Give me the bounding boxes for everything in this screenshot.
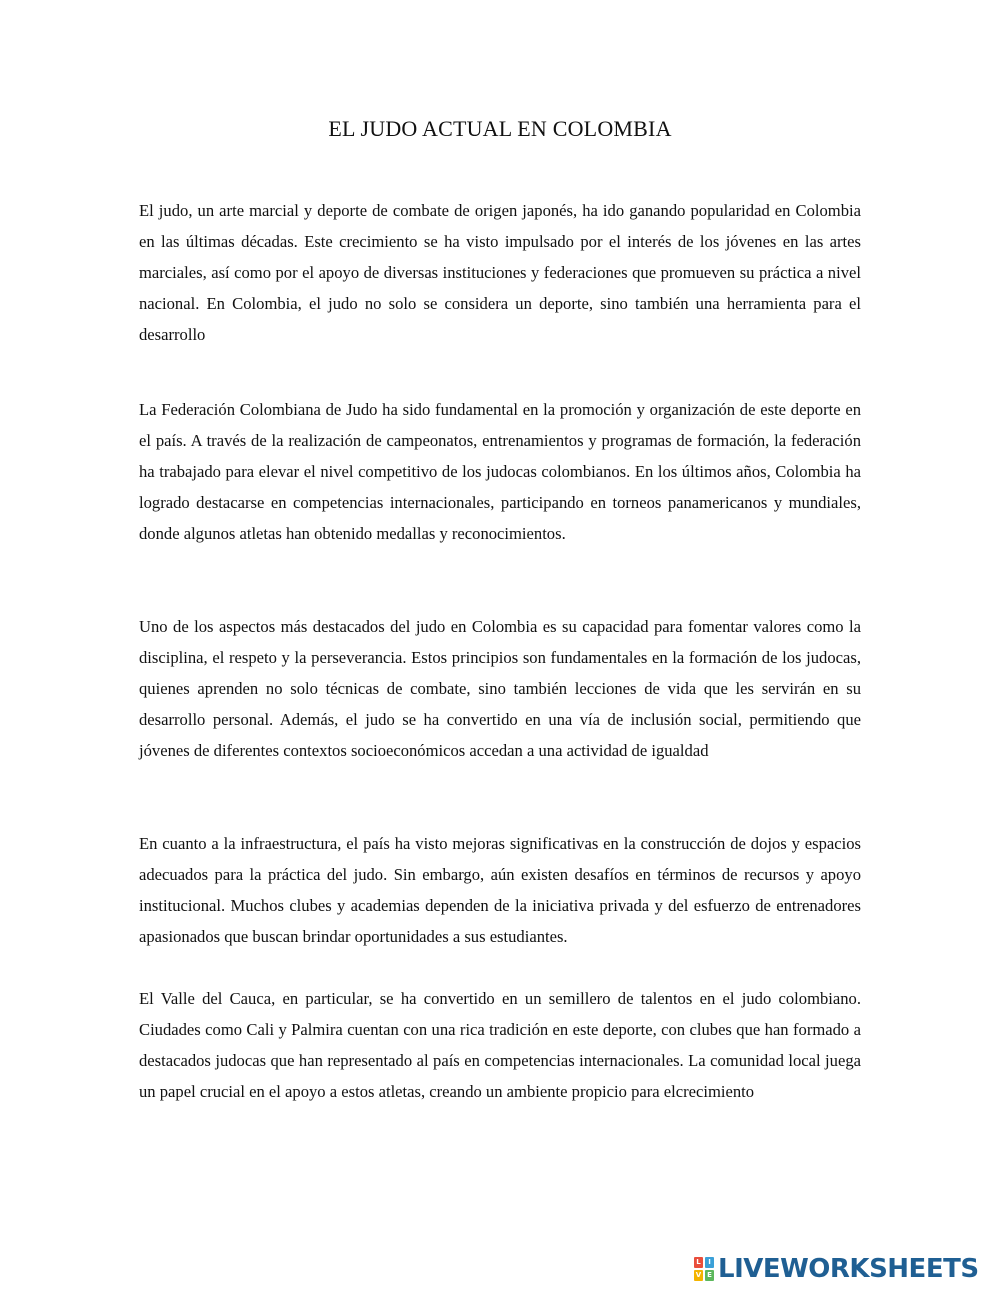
paragraph-4: En cuanto a la infraestructura, el país ha visto mejoras significativas en la construcción de dojos y espacios adecuados para la práctica del judo. Sin embargo, aún existen desafíos en términos de recursos y apoyo institucional. Muchos clubes y academias dependen de la iniciativa privada y del esfuerzo de entrenadores apasionados que buscan brindar oportunidades a sus estudiantes. (139, 834, 861, 946)
logo-icon-letter-e: E (705, 1270, 714, 1281)
liveworksheets-logo[interactable] (694, 1256, 979, 1282)
paragraph-5: El Valle del Cauca, en particular, se ha convertido en un semillero de talentos en el judo colombiano. Ciudades como Cali y Palmira cuentan con una rica tradición en este deporte, con clubes que han formado a destacados judocas que han representado al país en competencias internacionales. La comunidad local juega un papel crucial en el apoyo a estos atletas, creando un ambiente propicio para elcrecimiento (139, 989, 861, 1101)
logo-text: LIVEWORKSHEETS (718, 1254, 979, 1284)
paragraph-1: El judo, un arte marcial y deporte de combate de origen japonés, ha ido ganando popularidad en Colombia en las últimas décadas. Este crecimiento se ha visto impulsado por el interés de los jóvenes en las artes marciales, así como por el apoyo de diversas instituciones y federaciones que promueven su práctica a nivel nacional. En Colombia, el judo no solo se considera un deporte, sino también una herramienta para el desarrollo (139, 201, 861, 344)
logo-icon-letter-l: L (694, 1257, 703, 1268)
paragraph-2: La Federación Colombiana de Judo ha sido fundamental en la promoción y organización de este deporte en el país. A través de la realización de campeonatos, entrenamientos y programas de formación, la federación ha trabajado para elevar el nivel competitivo de los judocas colombianos. En los últimos años, Colombia ha logrado destacarse en competencias internacionales, participando en torneos panamericanos y mundiales, donde algunos atletas han obtenido medallas y reconocimientos. (139, 400, 861, 543)
logo-icon-letter-i: I (705, 1257, 714, 1268)
liveworksheets-logo-icon (694, 1257, 714, 1281)
page-title: EL JUDO ACTUAL EN COLOMBIA (328, 116, 672, 141)
logo-icon-letter-v: V (695, 1271, 702, 1279)
paragraph-3: Uno de los aspectos más destacados del judo en Colombia es su capacidad para fomentar valores como la disciplina, el respeto y la perseverancia. Estos principios son fundamentales en la formación de los judocas, quienes aprenden no solo técnicas de combate, sino también lecciones de vida que les servirán en su desarrollo personal. Además, el judo se ha convertido en una vía de inclusión social, permitiendo que jóvenes de diferentes contextos socioeconómicos accedan a una actividad de igualdad (139, 617, 861, 760)
